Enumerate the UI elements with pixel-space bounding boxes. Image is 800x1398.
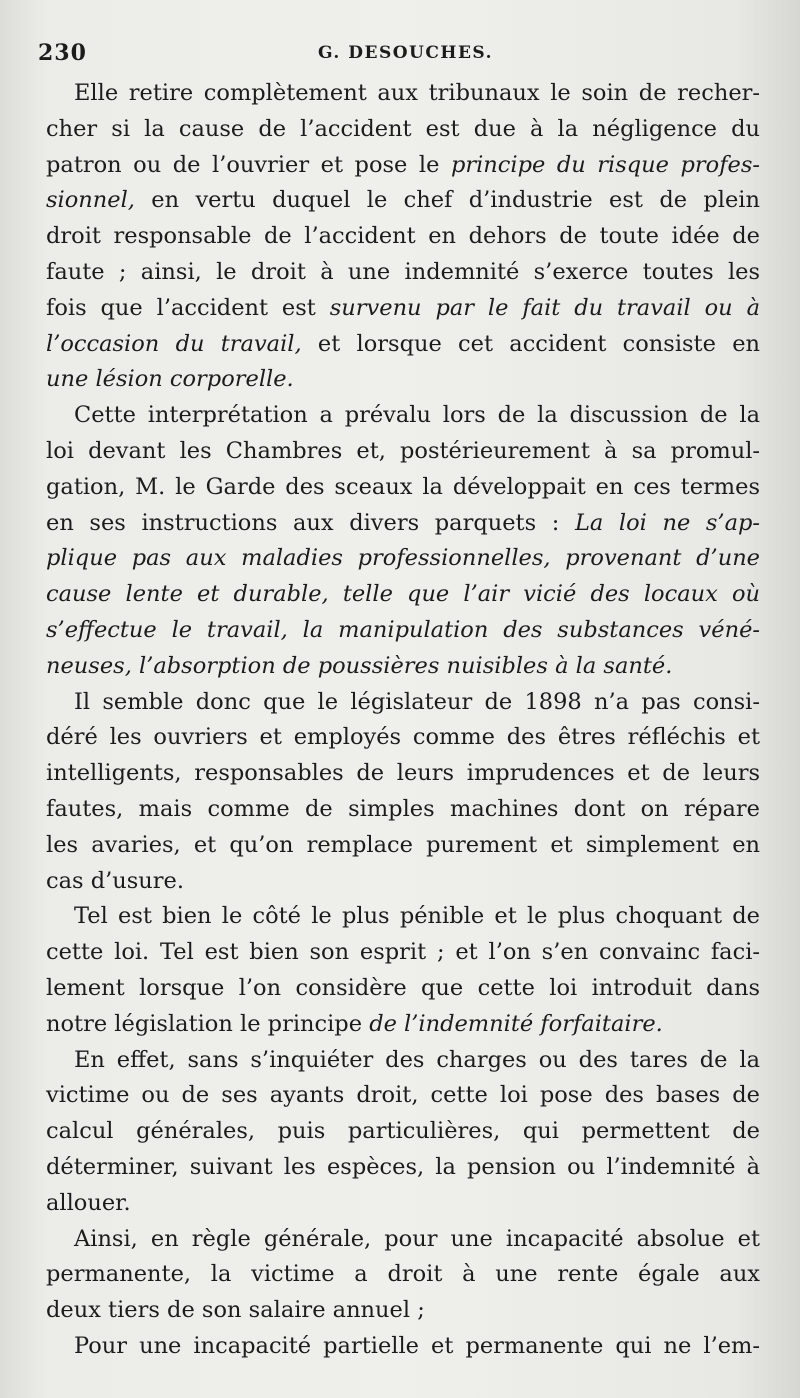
text-line — [46, 291, 760, 327]
roman-span: calcul générales, puis particulières, qui permettent de — [46, 1118, 760, 1145]
running-head: G. DESOUCHES. — [318, 43, 493, 63]
text-line — [46, 935, 760, 971]
roman-span: cette loi. Tel est bien son esprit ; et l’on s’en convainc faci- — [46, 939, 760, 966]
roman-span: loi devant les Chambres et, postérieurement à sa promul- — [46, 437, 760, 464]
roman-span: deux tiers de son salaire annuel ; — [46, 1297, 425, 1324]
text-line — [46, 1222, 760, 1258]
italic-span: plique pas aux maladies professionnelles, provenant d’une — [46, 545, 760, 572]
text-line — [46, 971, 760, 1007]
text-line — [46, 613, 760, 649]
italic-span: une lésion corporelle. — [46, 366, 294, 393]
roman-span: intelligents, responsables de leurs imprudences et de leurs — [46, 760, 760, 787]
text-line — [46, 362, 760, 398]
text-line — [46, 506, 760, 542]
italic-span: de l’indemnité forfaitaire. — [369, 1010, 663, 1037]
roman-span: permanente, la victime a droit à une rente égale aux — [46, 1261, 760, 1288]
text-line — [46, 148, 760, 184]
text-line — [46, 756, 760, 792]
text-line — [46, 470, 760, 506]
roman-span: fois que l’accident est — [46, 294, 330, 321]
italic-span: cause lente et durable, telle que l’air vicié des locaux où — [46, 581, 760, 608]
roman-span: victime ou de ses ayants droit, cette loi pose des bases de — [46, 1082, 760, 1109]
text-line — [46, 899, 760, 935]
text-line — [46, 1257, 760, 1293]
roman-span: cher si la cause de l’accident est due à la négligence du — [46, 115, 760, 142]
roman-span: en vertu duquel le chef d’industrie est de plein — [134, 187, 760, 214]
roman-span: faute ; ainsi, le droit à une indemnité s’exerce toutes les — [46, 258, 760, 285]
roman-span: Cette interprétation a prévalu lors de la discussion de la — [74, 402, 760, 429]
italic-span: survenu par le fait du travail ou à — [329, 294, 760, 321]
text-line — [46, 1329, 760, 1365]
roman-span: patron ou de l’ouvrier et pose le — [46, 151, 451, 178]
roman-span: Tel est bien le côté le plus pénible et le plus choquant de — [74, 903, 760, 930]
text-line — [46, 1007, 760, 1043]
roman-span: lement lorsque l’on considère que cette loi introduit dans — [46, 974, 760, 1001]
body-text — [46, 76, 760, 1365]
text-line — [46, 1150, 760, 1186]
text-line — [46, 577, 760, 613]
text-line — [46, 112, 760, 148]
italic-span: neuses, l’absorption de poussières nuisibles à la santé. — [46, 652, 673, 679]
text-line — [46, 1186, 760, 1222]
text-line — [46, 864, 760, 900]
page-header — [38, 40, 768, 76]
text-line — [46, 649, 760, 685]
roman-span: cas d’usure. — [46, 867, 185, 894]
roman-span: droit responsable de l’accident en dehors de toute idée de — [46, 223, 760, 250]
text-line — [46, 1114, 760, 1150]
text-line — [46, 434, 760, 470]
italic-span: l’occasion du travail, — [46, 330, 302, 357]
roman-span: déré les ouvriers et employés comme des êtres réfléchis et — [46, 724, 760, 751]
italic-span: sionnel, — [46, 187, 135, 214]
text-line — [46, 398, 760, 434]
roman-span: Ainsi, en règle générale, pour une incapacité absolue et — [74, 1225, 760, 1252]
text-line — [46, 541, 760, 577]
text-line — [46, 1293, 760, 1329]
page-number: 230 — [38, 40, 87, 66]
roman-span: déterminer, suivant les espèces, la pension ou l’indemnité à — [46, 1153, 760, 1180]
roman-span: Il semble donc que le législateur de 1898 n’a pas consi- — [74, 688, 760, 715]
roman-span: et lorsque cet accident consiste en — [301, 330, 761, 357]
text-line — [46, 255, 760, 291]
text-line — [46, 1078, 760, 1114]
roman-span: allouer. — [46, 1189, 131, 1216]
roman-span: gation, M. le Garde des sceaux la développait en ces termes — [46, 473, 760, 500]
text-line — [46, 720, 760, 756]
text-line — [46, 327, 760, 363]
roman-span: Pour une incapacité partielle et permanente qui ne l’em- — [74, 1332, 760, 1359]
roman-span: fautes, mais comme de simples machines dont on répare — [46, 795, 760, 822]
text-line — [46, 76, 760, 112]
text-line — [46, 792, 760, 828]
roman-span: Elle retire complètement aux tribunaux le soin de recher- — [74, 80, 760, 106]
text-line — [46, 183, 760, 219]
roman-span: En effet, sans s’inquiéter des charges ou des tares de la — [74, 1046, 760, 1073]
italic-span: s’effectue le travail, la manipulation des substances véné- — [46, 616, 760, 643]
roman-span: les avaries, et qu’on remplace purement et simplement en — [46, 831, 760, 858]
italic-span: La loi ne s’ap- — [574, 509, 760, 536]
italic-span: principe du risque profes- — [450, 151, 760, 178]
text-line — [46, 1043, 760, 1079]
text-line — [46, 828, 760, 864]
text-line — [46, 685, 760, 721]
roman-span: en ses instructions aux divers parquets : — [46, 509, 575, 536]
roman-span: notre législation le principe — [46, 1010, 370, 1037]
text-line — [46, 219, 760, 255]
